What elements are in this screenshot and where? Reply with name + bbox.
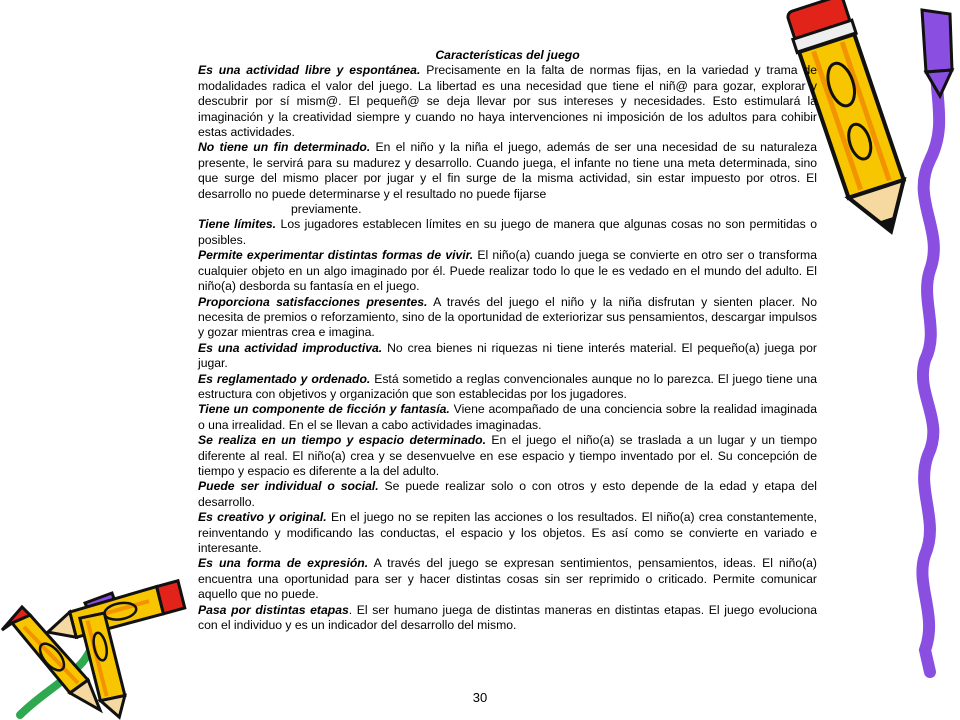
purple-crayon-line	[922, 40, 939, 672]
paragraph-tiempo-espacio: Se realiza en un tiempo y espacio determinado. En el juego el niño(a) se traslada a un lugar y un tiempo diferente al real. El niño(a) crea y se desenvuelve en ese espacio y tiempo inventado por el. Su concepción de tiempo y espacio es diferente a la del adulto.	[198, 433, 817, 478]
paragraph-limites: Tiene límites. Los jugadores establecen límites en su juego de manera que algunas cosas no son permitidas o posibles.	[198, 217, 817, 247]
paragraph-reglamentado: Es reglamentado y ordenado. Está sometido a reglas convencionales aunque no lo parezca. El juego tiene una estructura con objetivos y organización que son establecidas por los jugadores.	[198, 371, 817, 401]
paragraph-improductiva: Es una actividad improductiva. No crea bienes ni riquezas ni tiene interés material. El pequeño(a) juega por jugar.	[198, 340, 817, 371]
paragraph-fin: No tiene un fin determinado. En el niño y la niña el juego, además de ser una necesidad de su naturaleza presente, le servirá para su madurez y desarrollo. Cuando juega, el infante no tiene una meta determinada, sino que surge del mismo placer por jugar y el fin surge de la misma actividad, sin estar impuesto por otros. El desarrollo no puede determinarse y el resultado no puede fijarse previamente.	[198, 140, 817, 217]
document-title: Características del juego	[435, 48, 580, 62]
paragraph-etapas: Pasa por distintas etapas. El ser humano juega de distintas maneras en distintas etapas. El juego evoluciona con el individuo y es un indicador del desarrollo del mismo.	[198, 602, 818, 633]
document-body	[198, 48, 817, 633]
yellow-pencil-left	[43, 580, 186, 642]
page-number: 30	[472, 690, 488, 705]
purple-crayon	[922, 10, 952, 96]
paragraph-experimentar: Permite experimentar distintas formas de vivir. El niño(a) cuando juega se convierte en otro ser o transforma cualquier objeto en un algo imaginado por él. Puede realizar todo lo que le es vedado en el mundo del adulto. El niño(a) desborda su fantasía en el juego.	[198, 248, 817, 294]
paragraph-libre: Es una actividad libre y espontánea. Precisamente en la falta de normas fijas, en la variedad y trama de modalidades radica el valor del juego. La libertad es una necesidad que tiene el niñ@ para gozar, explorar y descubrir por sí mism@. El pequeñ@ se deja llevar por sus intereses y necesidades. Esto estimulará la imaginación y la creatividad siempre y cuando no haya intervenciones ni imposición de los adultos para cohibir estas actividades.	[198, 63, 818, 140]
paragraph-creativo: Es creativo y original. En el juego no se repiten las acciones o los resultados. El niño(a) crea constantemente, reinventando y modificando las conductas, el espacio y los objetos. Es así como se convierte en variado e interesante.	[198, 510, 817, 555]
paragraph-satisfacciones: Proporciona satisfacciones presentes. A través del juego el niño y la niña disfrutan y sienten placer. No necesita de premios o reforzamiento, sino de la oportunidad de exteriorizar sus pensamientos, descargar impulsos y gozar mientras crea e imagina.	[198, 294, 818, 340]
paragraph-individual-social: Puede ser individual o social. Se puede realizar solo o con otros y esto depende de la edad y etapa del desarrollo.	[198, 479, 817, 509]
paragraph-expresion: Es una forma de expresión. A través del juego se expresan sentimientos, pensamientos, ideas. El niño(a) encuentra una oportunidad para ser y hacer distintas cosas sin ser reprimido o criticado. Permite comunicar aquello que no puede.	[198, 556, 817, 602]
paragraph-ficcion: Tiene un componente de ficción y fantasía. Viene acompañado de una conciencia sobre la realidad imaginada o una irrealidad. En el se llevan a cabo actividades imaginadas.	[198, 402, 817, 432]
